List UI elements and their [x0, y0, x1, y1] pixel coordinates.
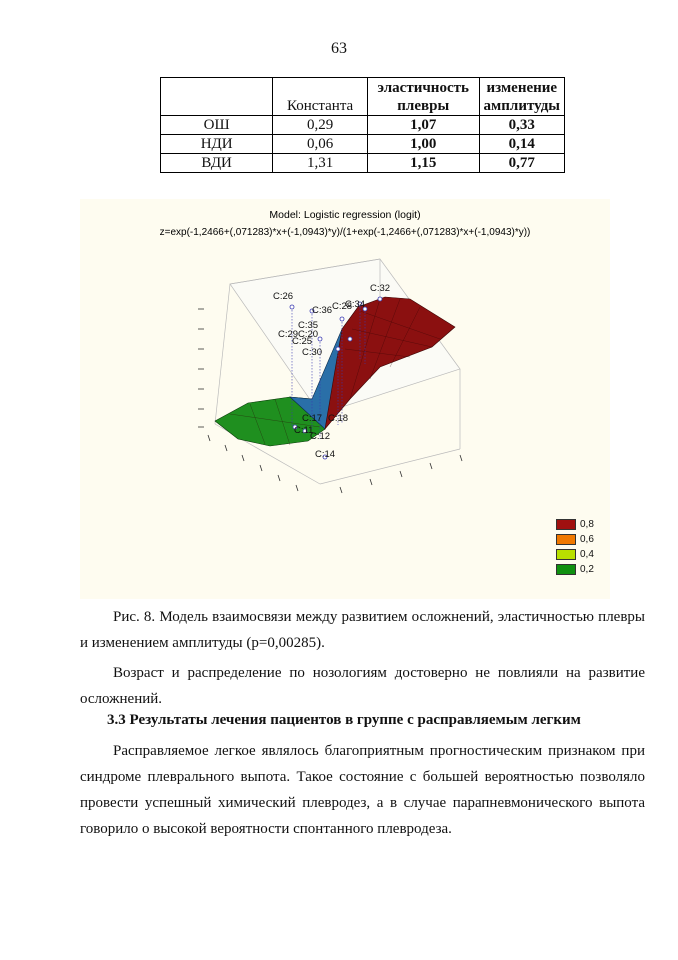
- paragraph: Возраст и распределение по нозологиям достоверно не повлияли на развитие осложнений.: [80, 665, 645, 707]
- table-cell: 0,06: [273, 135, 368, 154]
- point-label: C:29: [278, 329, 299, 340]
- surface-plot: [80, 199, 610, 599]
- data-point: [378, 297, 382, 301]
- data-point: [348, 337, 352, 341]
- plot-legend: [556, 517, 594, 577]
- table-header-constant: Константа: [273, 78, 368, 116]
- legend-label: 0,6: [580, 534, 594, 545]
- paragraph: Расправляемое легкое являлось благоприятным прогностическим признаком при синдроме плеврального выпота. Такое состояние с большей вероятностью позволяло провести успешный химический плевродез, а в случае парапневмонического выпота говорило о высокой вероятности спонтанного плевродеза.: [80, 743, 645, 837]
- table-cell: ВДИ: [161, 154, 273, 173]
- point-label: C:30: [302, 347, 323, 358]
- legend-item: [556, 532, 594, 547]
- point-label: C:32: [370, 283, 391, 294]
- legend-swatch: [556, 519, 576, 530]
- table-header-row: [161, 78, 565, 116]
- legend-swatch: [556, 534, 576, 545]
- legend-item: [556, 562, 594, 577]
- legend-label: 0,2: [580, 564, 594, 575]
- coefficients-table: [160, 77, 565, 173]
- point-label: C:28: [332, 301, 353, 312]
- table-cell: НДИ: [161, 135, 273, 154]
- table-header-amplitude: изменение амплитуды: [479, 78, 564, 116]
- legend-item: [556, 547, 594, 562]
- regression-figure: [80, 199, 610, 599]
- plot-title: Model: Logistic regression (logit): [269, 209, 421, 221]
- table-cell: 0,77: [479, 154, 564, 173]
- data-point: [318, 337, 322, 341]
- point-label: C:20: [298, 329, 319, 340]
- table-cell: 1,15: [367, 154, 479, 173]
- table-row: [161, 135, 565, 154]
- table-header-empty: [161, 78, 273, 116]
- data-point: [290, 305, 294, 309]
- table-cell: 0,29: [273, 116, 368, 135]
- point-label: C:26: [273, 291, 294, 302]
- point-label: C:25: [292, 336, 313, 347]
- table-cell: 1,07: [367, 116, 479, 135]
- point-label: C:14: [315, 449, 336, 460]
- point-label: C:17: [302, 413, 323, 424]
- table-row: [161, 154, 565, 173]
- figure-caption: Рис. 8. Модель взаимосвязи между развитием осложнений, эластичностью плевры и изменением амплитуды (p=0,00285).: [80, 609, 645, 651]
- table-cell: 0,14: [479, 135, 564, 154]
- legend-swatch: [556, 564, 576, 575]
- table-row: [161, 116, 565, 135]
- point-label: C:34: [345, 299, 366, 310]
- table-cell: 1,31: [273, 154, 368, 173]
- table-cell: ОШ: [161, 116, 273, 135]
- table-header-elasticity: эластичность плевры: [367, 78, 479, 116]
- page-number: 63: [331, 40, 347, 57]
- data-point: [336, 347, 340, 351]
- plot-formula: z=exp(-1,2466+(,071283)*x+(-1,0943)*y)/(1+exp(-1,2466+(,071283)*x+(-1,0943)*y)): [159, 227, 531, 238]
- table-cell: 1,00: [367, 135, 479, 154]
- legend-label: 0,4: [580, 549, 594, 560]
- legend-item: [556, 517, 594, 532]
- point-label: C:11: [294, 425, 314, 436]
- point-label: C:18: [328, 413, 349, 424]
- section-heading: 3.3 Результаты лечения пациентов в группе с расправляемым легким: [107, 712, 581, 728]
- data-point: [340, 317, 344, 321]
- point-label: C:35: [298, 320, 319, 331]
- table-cell: 0,33: [479, 116, 564, 135]
- legend-label: 0,8: [580, 519, 594, 530]
- legend-swatch: [556, 549, 576, 560]
- point-label: C:36: [312, 305, 333, 316]
- point-label: C:12: [310, 431, 331, 442]
